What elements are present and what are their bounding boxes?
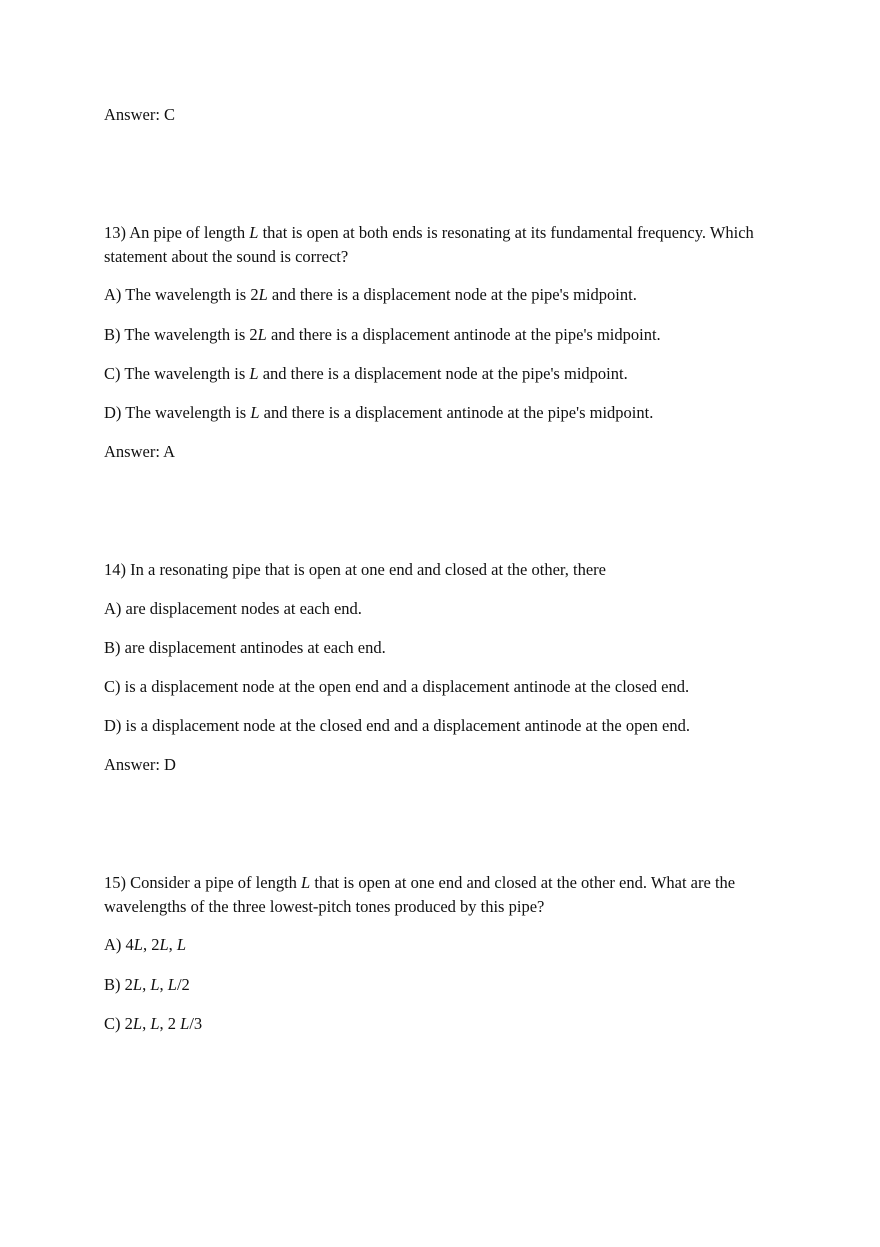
- question-14-option-c: C) is a displacement node at the open end and a displacement antinode at the closed end.: [104, 677, 690, 696]
- question-13-option-d: D) The wavelength is L and there is a displacement antinode at the pipe's midpoint.: [104, 403, 654, 422]
- question-15-option-b: B) 2L, L, L/2: [104, 975, 190, 994]
- question-14-stem: 14) In a resonating pipe that is open at one end and closed at the other, there: [104, 560, 606, 579]
- question-13-option-a: A) The wavelength is 2L and there is a displacement node at the pipe's midpoint.: [104, 285, 637, 304]
- question-15-stem: 15) Consider a pipe of length L that is open at one end and closed at the other end. What are the wavelengths of the three lowest-pitch tones produced by this pipe?: [104, 873, 736, 916]
- question-13-answer: Answer: A: [104, 442, 176, 461]
- previous-answer: Answer: C: [104, 105, 176, 124]
- question-14-answer: Answer: D: [104, 755, 176, 774]
- question-15-option-c: C) 2L, L, 2 L/3: [104, 1014, 203, 1033]
- question-14-option-b: B) are displacement antinodes at each end.: [104, 638, 386, 657]
- question-13-option-b: B) The wavelength is 2L and there is a displacement antinode at the pipe's midpoint.: [104, 325, 661, 344]
- question-13-stem: 13) An pipe of length L that is open at both ends is resonating at its fundamental frequency. Which statement about the sound is correct?: [104, 223, 754, 266]
- question-15-option-a: A) 4L, 2L, L: [104, 935, 187, 954]
- question-14-option-a: A) are displacement nodes at each end.: [104, 599, 362, 618]
- question-14-option-d: D) is a displacement node at the closed end and a displacement antinode at the open end.: [104, 716, 691, 735]
- question-13-option-c: C) The wavelength is L and there is a displacement node at the pipe's midpoint.: [104, 364, 628, 383]
